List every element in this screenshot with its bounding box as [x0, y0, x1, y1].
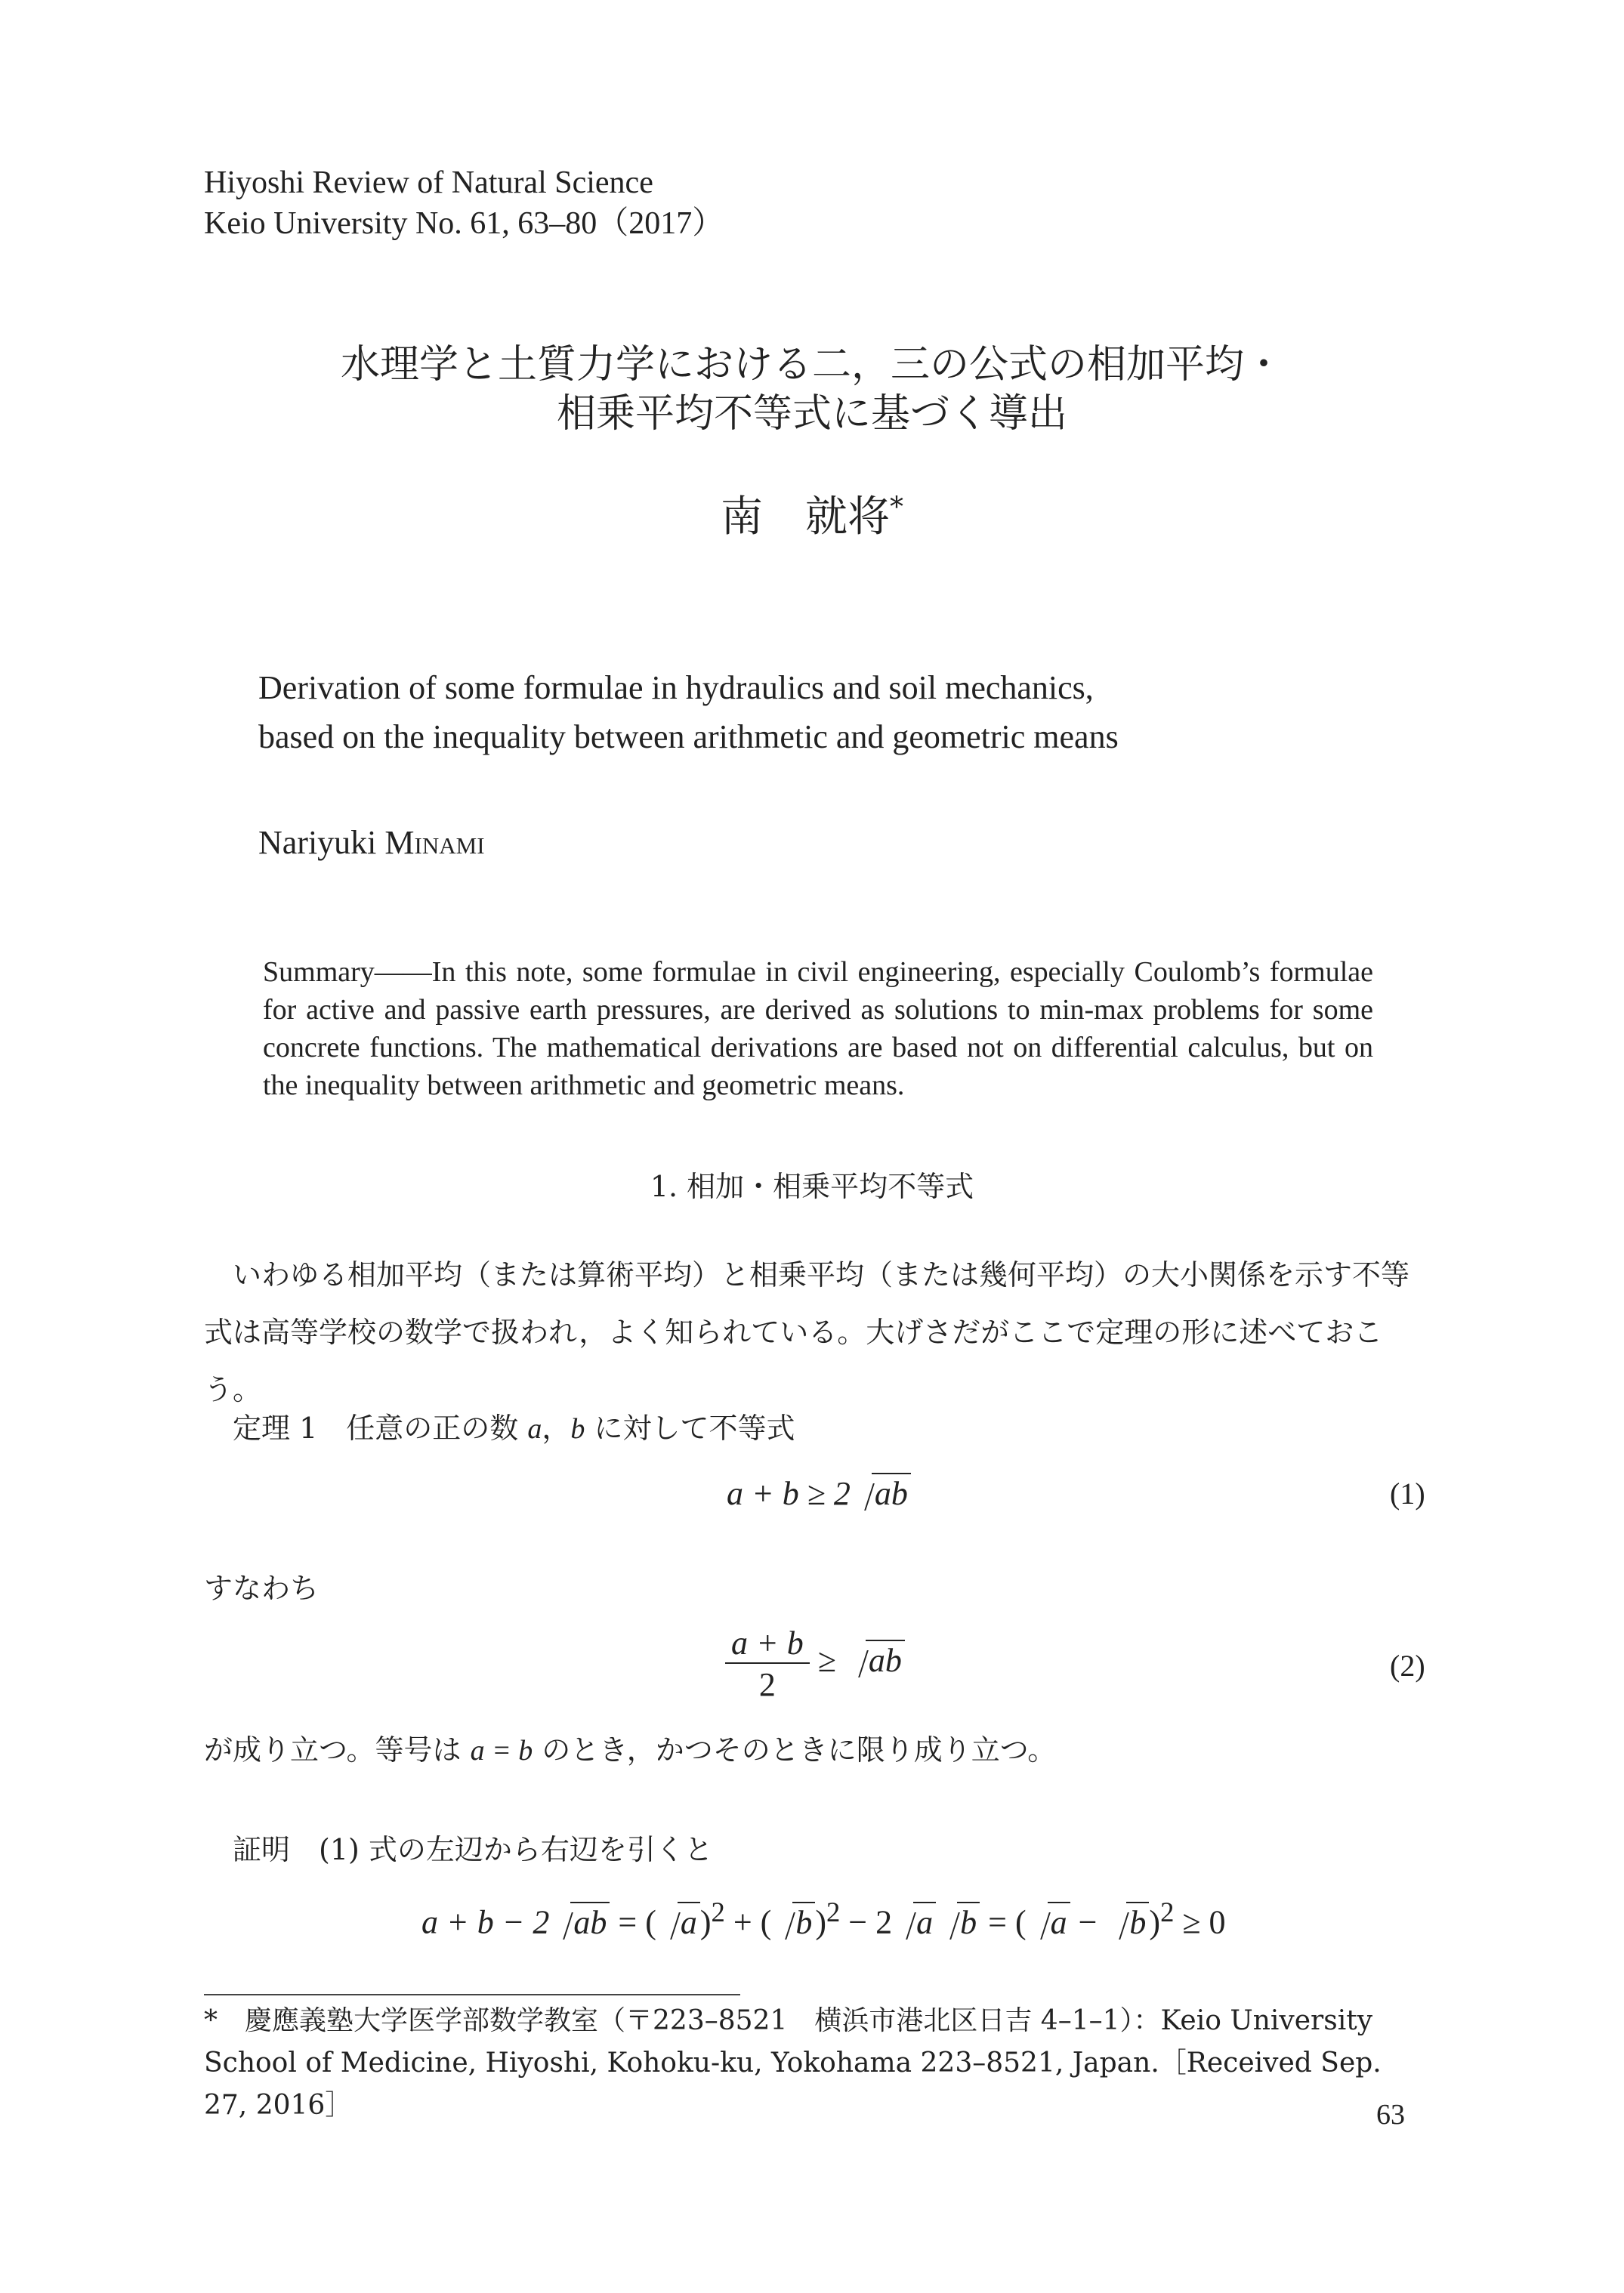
eq2-numerator: a + b — [725, 1624, 810, 1664]
sqrt-symbol — [1027, 1902, 1070, 1942]
eq3-part8: − — [1070, 1903, 1106, 1941]
title-en-line2: based on the inequality between arithmetic and geometric means — [258, 718, 1119, 755]
page-number: 63 — [1376, 2099, 1405, 2131]
footnote-text: 慶應義塾大学医学部数学教室（〒223–8521 横浜市港北区日吉 4–1–1）：Keio University School of Medicine, Hiyoshi, Kohoku-ku, Yokohama 223–8521, Japan.［Received Sep. 27, 2016］ — [204, 2005, 1382, 2121]
theorem-tail: に対して不等式 — [585, 1412, 795, 1445]
sqrt-symbol — [844, 1640, 905, 1680]
sunawachi-text: すなわち — [204, 1572, 320, 1605]
theorem-var-a: a — [527, 1413, 542, 1445]
title-en-line1: Derivation of some formulae in hydraulics and soil mechanics, — [258, 669, 1094, 706]
equation-1 — [727, 1473, 911, 1513]
eq3-part6: − 2 — [840, 1903, 893, 1941]
author-footnote-mark: * — [890, 492, 903, 523]
author-en — [258, 823, 485, 862]
eq3-part1: a + b − 2 — [421, 1903, 550, 1941]
eq3-square: 2 — [1160, 1896, 1175, 1927]
sqrt-symbol — [892, 1902, 936, 1942]
author-en-given: Nariyuki — [258, 824, 385, 861]
footnote — [204, 2000, 1428, 2127]
section-heading: 1. 相加・相乗平均不等式 — [650, 1170, 974, 1203]
journal-name: Hiyoshi Review of Natural Science — [204, 165, 653, 200]
author-jp-name: 南 就将 — [721, 492, 890, 542]
eq1-lhs: a + b ≥ 2 — [727, 1475, 851, 1512]
holds-post: のとき，かつそのときに限り成り立つ。 — [533, 1733, 1057, 1767]
theorem-label: 定理 1 任意の正の数 — [233, 1412, 528, 1445]
equation-2-number: (2) — [1390, 1649, 1425, 1683]
eq3-rad-b: b — [792, 1902, 815, 1942]
sqrt-symbol — [656, 1902, 700, 1942]
sqrt-symbol — [936, 1902, 980, 1942]
equality-condition — [204, 1727, 1056, 1768]
theorem-statement — [233, 1405, 795, 1446]
intro-text: いわゆる相加平均（または算術平均）と相乗平均（または幾何平均）の大小関係を示す不等式は高等学校の数学で扱われ，よく知られている。大げさだがここで定理の形に述べておこう。 — [204, 1258, 1410, 1406]
eq3-part7: = ( — [980, 1903, 1027, 1941]
eq3-square: 2 — [826, 1896, 841, 1927]
author-jp — [0, 483, 1624, 544]
title-jp-line2: 相乗平均不等式に基づく導出 — [556, 391, 1067, 437]
journal-header — [204, 162, 724, 244]
eq3-part4: + ( — [724, 1903, 772, 1941]
eq3-part2: = ( — [610, 1903, 656, 1941]
sqrt-symbol — [771, 1902, 815, 1942]
eq3-part3: ) — [699, 1903, 712, 1941]
footnote-mark: * — [204, 2005, 218, 2036]
eq3-part10: ≥ 0 — [1174, 1903, 1226, 1941]
title-jp-line1: 水理学と土質力学における二，三の公式の相加平均・ — [340, 342, 1283, 387]
eq2-radicand: ab — [866, 1640, 905, 1680]
intro-paragraph — [204, 1246, 1428, 1418]
eq2-fraction — [725, 1624, 810, 1704]
sqrt-symbol — [549, 1902, 610, 1942]
eq3-square: 2 — [711, 1896, 725, 1927]
eq3-rad-b: b — [1126, 1902, 1149, 1942]
eq1-radicand: ab — [872, 1473, 911, 1513]
journal-issue: Keio University No. 61, 63–80（2017） — [204, 206, 724, 241]
sqrt-symbol — [851, 1473, 911, 1513]
eq2-denominator: 2 — [758, 1666, 776, 1703]
eq3-rad-a: a — [1048, 1902, 1070, 1942]
eq3-rad-b: b — [957, 1902, 980, 1942]
eq2-relation: ≥ — [809, 1642, 844, 1680]
theorem-sep: ， — [542, 1412, 571, 1445]
eq3-part5: ) — [815, 1903, 826, 1941]
theorem-var-b: b — [570, 1413, 585, 1445]
eq3-rad-ab: ab — [570, 1902, 610, 1942]
equation-1-number: (1) — [1390, 1477, 1425, 1511]
equation-3 — [421, 1896, 1226, 1942]
author-en-family: Minami — [384, 824, 485, 861]
eq3-rad-a: a — [678, 1902, 700, 1942]
holds-expr: a = b — [470, 1735, 533, 1767]
eq3-part9: ) — [1149, 1903, 1161, 1941]
proof-label: 証明 (1) 式の左辺から右辺を引くと — [233, 1833, 713, 1866]
equation-2 — [725, 1624, 905, 1704]
abstract: Summary——In this note, some formulae in civil engineering, especially Coulomb’s formulae for active and passive earth pressures, are derived as solutions to min-max problems for some concrete functions. The mathematical derivations are based not on differential calculus, but on the inequality between arithmetic and geometric means. — [263, 956, 1373, 1101]
sqrt-symbol — [1105, 1902, 1149, 1942]
holds-pre: が成り立つ。等号は — [204, 1733, 471, 1767]
footnote-rule — [204, 1994, 740, 1995]
eq3-rad-a: a — [913, 1902, 936, 1942]
